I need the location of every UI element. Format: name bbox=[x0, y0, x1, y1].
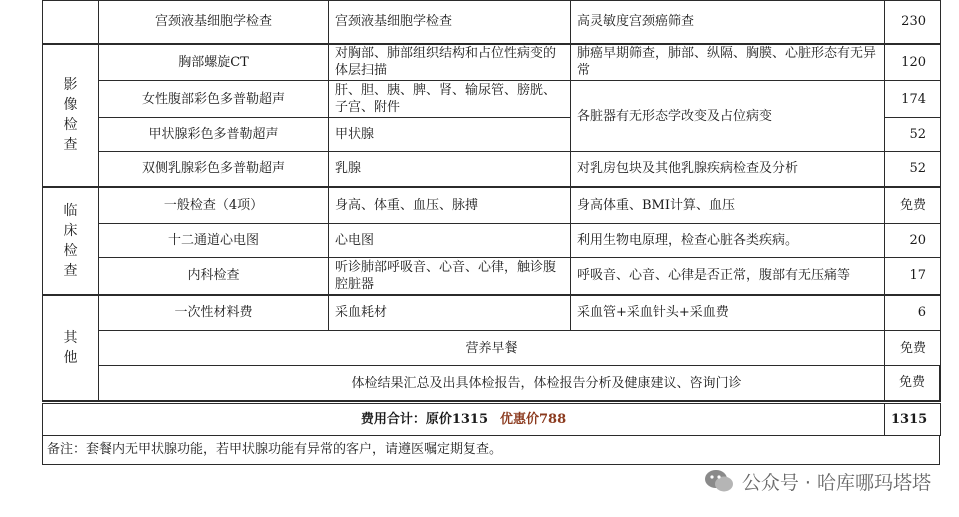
item-price: 20 bbox=[885, 224, 941, 258]
item-price: 120 bbox=[885, 44, 941, 81]
item-purpose: 高灵敏度宫颈癌筛查 bbox=[571, 1, 885, 44]
item-price: 6 bbox=[885, 295, 941, 331]
item-name: 双侧乳腺彩色多普勒超声 bbox=[99, 152, 329, 187]
item-content: 采血耗材 bbox=[329, 295, 571, 331]
item-name: 女性腹部彩色多普勒超声 bbox=[99, 81, 329, 118]
report-price: 免费 bbox=[884, 366, 940, 401]
category-cell-empty bbox=[43, 1, 99, 44]
item-name: 一般检查（4项） bbox=[99, 187, 329, 224]
package-table bbox=[42, 0, 940, 465]
table-row bbox=[43, 187, 941, 224]
total-label: 费用合计：原价1315 bbox=[360, 412, 489, 427]
table-row bbox=[43, 258, 941, 295]
item-price: 52 bbox=[885, 118, 941, 152]
total-row bbox=[42, 401, 940, 436]
category-other: 其他 bbox=[43, 295, 99, 401]
table-row bbox=[43, 81, 941, 118]
item-price: 17 bbox=[885, 258, 941, 295]
item-name: 内科检查 bbox=[99, 258, 329, 295]
item-content: 乳腺 bbox=[329, 152, 571, 187]
item-content: 宫颈液基细胞学检查 bbox=[329, 1, 571, 44]
table-row bbox=[43, 224, 941, 258]
watermark-text: 公众号 · 哈库哪玛塔塔 bbox=[741, 471, 931, 494]
category-imaging: 影像检查 bbox=[43, 44, 99, 187]
category-clinical: 临床检查 bbox=[43, 187, 99, 295]
item-name: 十二通道心电图 bbox=[99, 224, 329, 258]
item-content: 甲状腺 bbox=[329, 118, 571, 152]
item-price: 52 bbox=[885, 152, 941, 187]
item-content: 身高、体重、血压、脉搏 bbox=[329, 187, 571, 224]
item-name: 甲状腺彩色多普勒超声 bbox=[99, 118, 329, 152]
item-name: 宫颈液基细胞学检查 bbox=[99, 1, 329, 44]
item-purpose-merged: 各脏器有无形态学改变及占位病变 bbox=[571, 81, 885, 152]
table-row bbox=[43, 331, 941, 366]
item-purpose: 利用生物电原理，检查心脏各类疾病。 bbox=[571, 224, 885, 258]
item-price: 230 bbox=[885, 1, 941, 44]
item-purpose: 肺癌早期筛查，肺部、纵隔、胸膜、心脏形态有无异常 bbox=[571, 44, 885, 81]
item-price: 174 bbox=[885, 81, 941, 118]
table-row bbox=[43, 44, 941, 81]
watermark bbox=[704, 466, 931, 496]
item-content: 肝、胆、胰、脾、肾、输尿管、膀胱、子宫、附件 bbox=[329, 81, 571, 118]
item-name: 胸部螺旋CT bbox=[99, 44, 329, 81]
table-row bbox=[43, 152, 941, 187]
item-purpose: 对乳房包块及其他乳腺疾病检查及分析 bbox=[571, 152, 885, 187]
table-row bbox=[43, 1, 941, 44]
item-content: 对胸部、肺部组织结构和占位性病变的体层扫描 bbox=[329, 44, 571, 81]
item-content: 听诊肺部呼吸音、心音、心律，触诊腹腔脏器 bbox=[329, 258, 571, 295]
footnote: 备注：套餐内无甲状腺功能，若甲状腺功能有异常的客户，请遵医嘱定期复查。 bbox=[42, 436, 940, 465]
item-name: 体检结果汇总及出具体检报告，体检报告分析及健康建议、咨询门诊 bbox=[99, 366, 941, 401]
item-name: 一次性材料费 bbox=[99, 295, 329, 331]
item-name: 营养早餐 bbox=[99, 331, 885, 366]
table-row bbox=[43, 295, 941, 331]
item-purpose: 采血管+采血针头+采血费 bbox=[571, 295, 885, 331]
total-label-cell bbox=[43, 403, 885, 436]
item-price: 免费 bbox=[885, 187, 941, 224]
discount-price: 优惠价788 bbox=[500, 412, 567, 427]
wechat-official-account-icon bbox=[704, 468, 734, 494]
table-row bbox=[43, 366, 941, 401]
item-content: 心电图 bbox=[329, 224, 571, 258]
item-price: 免费 bbox=[885, 331, 941, 366]
total-price: 1315 bbox=[885, 403, 941, 436]
item-purpose: 身高体重、BMI计算、血压 bbox=[571, 187, 885, 224]
item-purpose: 呼吸音、心音、心律是否正常，腹部有无压痛等 bbox=[571, 258, 885, 295]
